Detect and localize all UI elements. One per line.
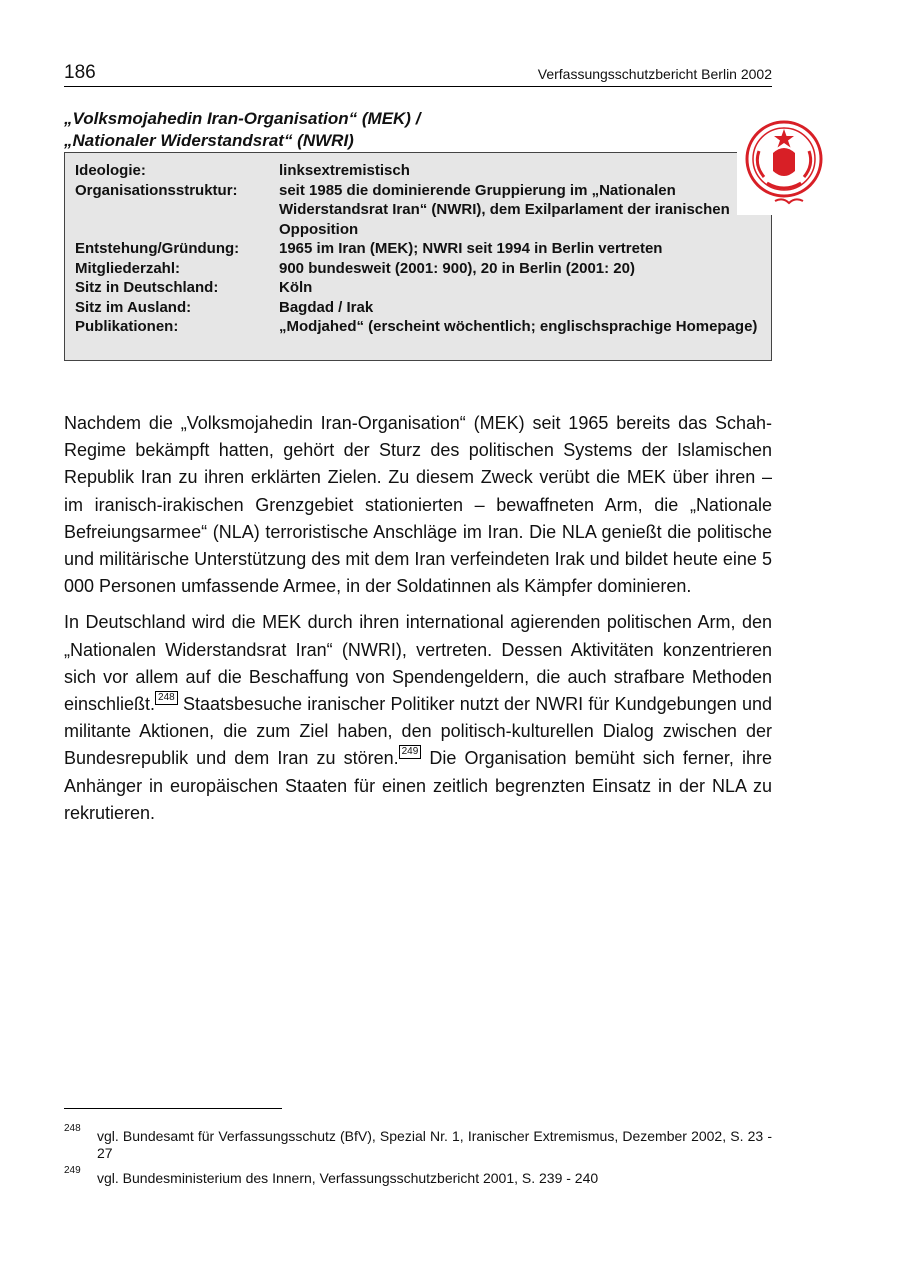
fact-label: Ideologie: bbox=[75, 162, 146, 179]
footnote-divider bbox=[64, 1108, 282, 1109]
mek-emblem-icon bbox=[737, 113, 827, 215]
fact-row-ideologie bbox=[75, 161, 761, 181]
fact-label: Entstehung/Gründung: bbox=[75, 240, 240, 257]
fact-label: Sitz in Deutschland: bbox=[75, 279, 219, 296]
fact-label: Sitz im Ausland: bbox=[75, 298, 192, 316]
fact-value: linksextremistisch bbox=[279, 162, 410, 179]
fact-value: 1965 im Iran (MEK); NWRI seit 1994 in Berlin vertreten bbox=[279, 240, 663, 257]
fact-row-sitz-ausland bbox=[75, 298, 761, 318]
fact-value: „Modjahed“ (erscheint wöchentlich; englischsprachige Homepage) bbox=[279, 318, 758, 335]
fact-label: Publikationen: bbox=[75, 318, 179, 335]
fact-value: 900 bundesweit (2001: 900), 20 in Berlin (2001: 20) bbox=[279, 259, 635, 277]
page-number: 186 bbox=[64, 62, 96, 83]
fact-row-entstehung bbox=[75, 239, 761, 259]
fact-value: seit 1985 die dominierende Gruppierung im „Nationalen Widerstandsrat Iran“ (NWRI), dem Exilparlament der iranischen Opposition bbox=[279, 181, 730, 238]
footnote-248 bbox=[64, 1123, 772, 1162]
footnote-text: vgl. Bundesamt für Verfassungsschutz (BfV), Spezial Nr. 1, Iranischer Extremismus, Dezember 2002, S. 23 - 27 bbox=[97, 1128, 772, 1161]
body-text bbox=[64, 410, 772, 836]
paragraph-1: Nachdem die „Volksmojahedin Iran-Organisation“ (MEK) seit 1965 bereits das Schah-Regime bekämpft hatten, gehört der Sturz des politischen Systems der Islamischen Republik Iran zu ihren erklärten Zielen. Zu diesem Zweck verübt die MEK über ihren – im iranisch-irakischen Grenzgebiet stationierten – bewaffneten Arm, die „Nationale Befreiungsarmee“ (NLA) terroristische Anschläge im Iran. Die NLA genießt die politische und militärische Unterstützung des mit dem Iran verfeindeten Irak und bildet heute eine 5 000 Personen umfassende Armee, in der Soldatinnen als Kämpfer dominieren. bbox=[64, 413, 772, 597]
footnote-ref-249[interactable]: 249 bbox=[399, 745, 422, 759]
fact-label: Mitgliederzahl: bbox=[75, 259, 181, 277]
fact-row-organisationsstruktur bbox=[75, 181, 761, 240]
fact-value: Köln bbox=[279, 279, 313, 296]
paragraph-2-part-c: Die Organisation bemüht sich ferner, ihre Anhänger in europäischen Staaten für einen zeitlich begrenzten Einsatz in der NLA zu rekrutieren. bbox=[64, 748, 772, 823]
paragraph-2-part-a: In Deutschland wird die MEK durch ihren international agierenden politischen Arm, den „Nationalen Widerstandsrat Iran“ (NWRI), vertreten. Dessen Aktivitäten konzentrieren sich vor allem auf die Beschaffung von Spendengeldern, die auch strafbare Methoden einschließt. bbox=[64, 612, 772, 715]
fact-row-mitgliederzahl bbox=[75, 259, 761, 279]
fact-value: Bagdad / Irak bbox=[279, 298, 374, 316]
fact-box bbox=[64, 152, 772, 361]
section-title-line-1: „Volksmojahedin Iran-Organisation“ (MEK) / bbox=[64, 109, 421, 128]
running-title: Verfassungsschutzbericht Berlin 2002 bbox=[537, 66, 772, 82]
section-title bbox=[64, 108, 704, 152]
fact-row-publikationen bbox=[75, 317, 761, 337]
section-title-line-2: „Nationaler Widerstandsrat“ (NWRI) bbox=[64, 131, 354, 150]
paragraph-2 bbox=[64, 609, 772, 827]
footnote-number: 249 bbox=[64, 1165, 81, 1176]
page-header bbox=[64, 62, 772, 87]
fact-row-sitz-deutschland bbox=[75, 278, 761, 298]
footnote-ref-248[interactable]: 248 bbox=[155, 691, 178, 705]
paragraph-2-part-b: Staatsbesuche iranischer Politiker nutzt der NWRI für Kundgebungen und militante Aktionen, die zum Ziel haben, den politisch-kulturellen Dialog zwischen der Bundesrepublik und dem Iran zu stören. bbox=[64, 694, 772, 769]
footnote-number: 248 bbox=[64, 1123, 81, 1134]
footnote-249 bbox=[64, 1165, 772, 1187]
footnote-text: vgl. Bundesministerium des Innern, Verfassungsschutzbericht 2001, S. 239 - 240 bbox=[97, 1170, 599, 1186]
fact-label: Organisationsstruktur: bbox=[75, 181, 238, 199]
